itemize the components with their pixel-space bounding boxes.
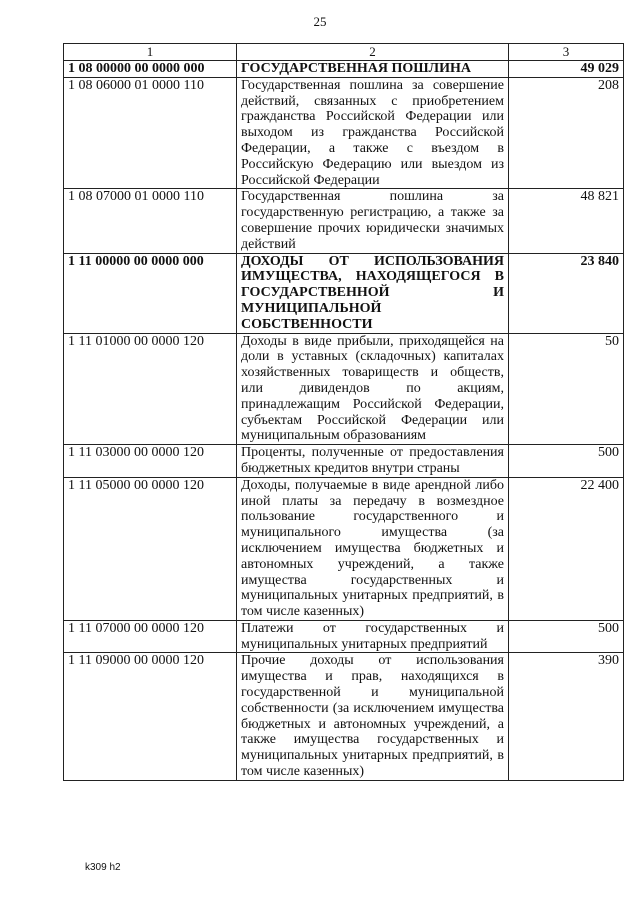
table-row bbox=[64, 653, 624, 780]
table-row bbox=[64, 189, 624, 253]
code-cell: 1 08 07000 01 0000 110 bbox=[64, 189, 237, 253]
amount-cell: 208 bbox=[509, 77, 624, 189]
description-cell: Платежи от государственных и муниципальных унитарных предприятий bbox=[237, 620, 509, 653]
amount-cell: 23 840 bbox=[509, 253, 624, 333]
amount-cell: 48 821 bbox=[509, 189, 624, 253]
description-cell: ГОСУДАРСТВЕННАЯ ПОШЛИНА bbox=[237, 61, 509, 78]
amount-cell: 49 029 bbox=[509, 61, 624, 78]
amount-cell: 500 bbox=[509, 445, 624, 478]
amount-cell: 500 bbox=[509, 620, 624, 653]
description-cell: Проценты, полученные от предоставления бюджетных кредитов внутри страны bbox=[237, 445, 509, 478]
code-cell: 1 11 05000 00 0000 120 bbox=[64, 477, 237, 620]
code-cell: 1 08 06000 01 0000 110 bbox=[64, 77, 237, 189]
table-row bbox=[64, 620, 624, 653]
table-row bbox=[64, 77, 624, 189]
code-cell: 1 08 00000 00 0000 000 bbox=[64, 61, 237, 78]
table-row bbox=[64, 333, 624, 445]
code-cell: 1 11 03000 00 0000 120 bbox=[64, 445, 237, 478]
page-number: 25 bbox=[313, 14, 327, 29]
amount-cell: 50 bbox=[509, 333, 624, 445]
code-cell: 1 11 07000 00 0000 120 bbox=[64, 620, 237, 653]
description-cell: Доходы, получаемые в виде арендной либо иной платы за передачу в возмездное пользование государственного и муниципального имущества (за исключением имущества бюджетных и автономных учреждений, а также имущества государственных и муниципальных унитарных предприятий, в том числе казенных) bbox=[237, 477, 509, 620]
budget-revenue-table bbox=[63, 43, 624, 781]
column-header-amount: 3 bbox=[509, 44, 624, 61]
amount-cell: 22 400 bbox=[509, 477, 624, 620]
table-group-row bbox=[64, 61, 624, 78]
code-cell: 1 11 01000 00 0000 120 bbox=[64, 333, 237, 445]
amount-cell: 390 bbox=[509, 653, 624, 780]
code-cell: 1 11 09000 00 0000 120 bbox=[64, 653, 237, 780]
description-cell: ДОХОДЫ ОТ ИСПОЛЬЗОВАНИЯ ИМУЩЕСТВА, НАХОДЯЩЕГОСЯ В ГОСУДАРСТВЕННОЙ И МУНИЦИПАЛЬНОЙ СОБСТВЕННОСТИ bbox=[237, 253, 509, 333]
description-cell: Государственная пошлина за государственную регистрацию, а также за совершение прочих юридически значимых действий bbox=[237, 189, 509, 253]
header-row bbox=[64, 44, 624, 61]
description-cell: Государственная пошлина за совершение действий, связанных с приобретением гражданства Российской Федерации или выходом из гражданства Российской Федерации, а также с въездом в Российскую Федерацию или выездом из Российской Федерации bbox=[237, 77, 509, 189]
table-group-row bbox=[64, 253, 624, 333]
column-header-code: 1 bbox=[64, 44, 237, 61]
description-cell: Прочие доходы от использования имущества и прав, находящихся в государственной и муниципальной собственности (за исключением имущества бюджетных и автономных учреждений, а также имущества государственных и муниципальных унитарных предприятий, в том числе казенных) bbox=[237, 653, 509, 780]
footer-code: k309 h2 bbox=[85, 862, 121, 873]
code-cell: 1 11 00000 00 0000 000 bbox=[64, 253, 237, 333]
column-header-description: 2 bbox=[237, 44, 509, 61]
description-cell: Доходы в виде прибыли, приходящейся на доли в уставных (складочных) капиталах хозяйственных товариществ и обществ, или дивидендов по акциям, принадлежащим Российской Федерации, субъектам Российской Федерации или муниципальным образованиям bbox=[237, 333, 509, 445]
table-row bbox=[64, 445, 624, 478]
table-row bbox=[64, 477, 624, 620]
